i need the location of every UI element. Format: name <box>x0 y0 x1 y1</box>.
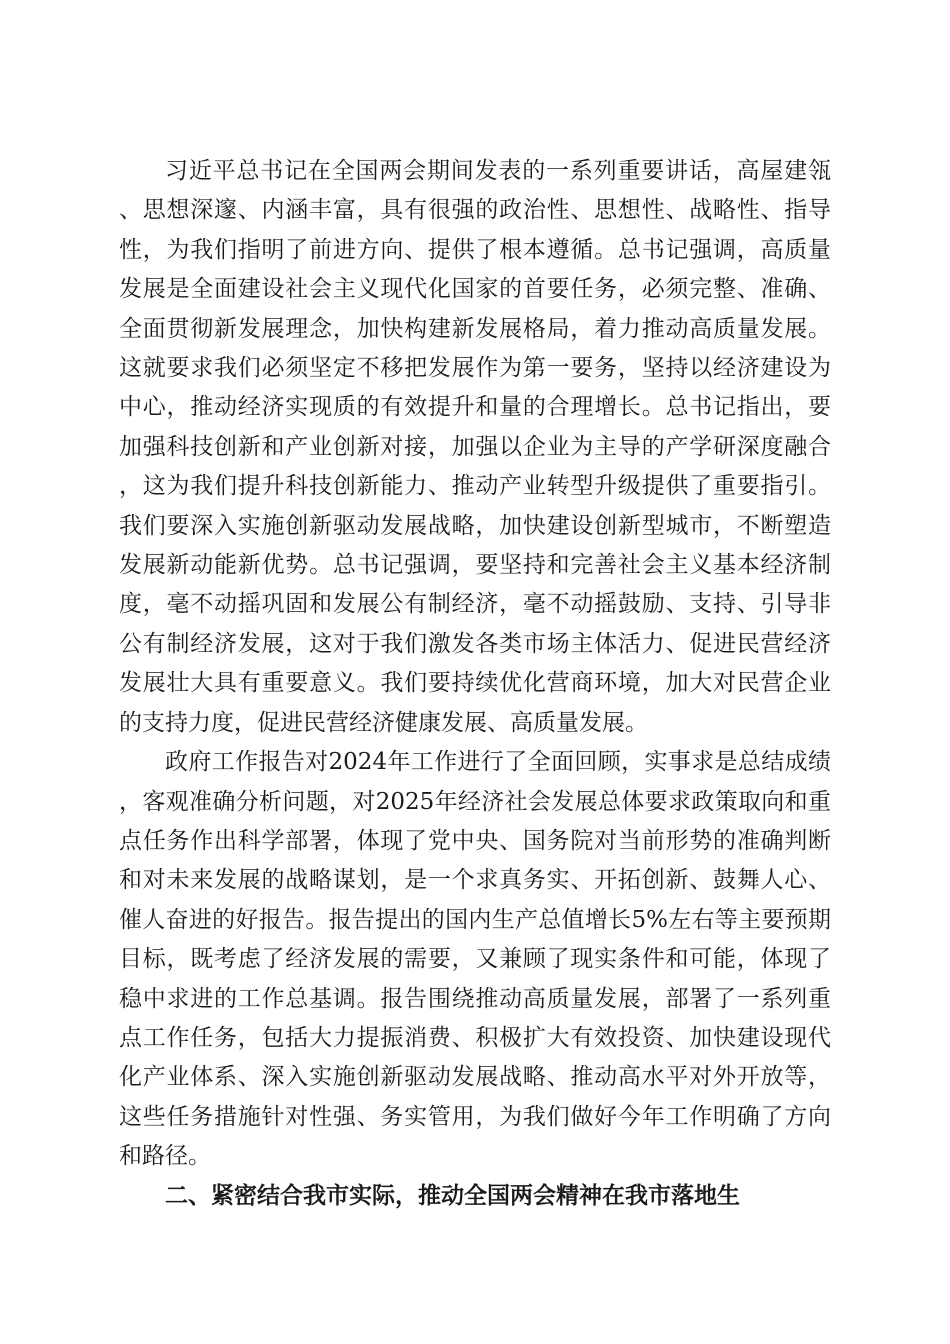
section-heading: 二、紧密结合我市实际，推动全国两会精神在我市落地生 <box>165 1182 740 1209</box>
paragraph-2: 政府工作报告对2024年工作进行了全面回顾，实事求是总结成绩，客观准确分析问题，对2025年经济社会发展总体要求政策取向和重点任务作出科学部署，体现了党中央、国务院对当前形势的准确判断和对未来发展的战略谋划，是一个求真务实、开拓创新、鼓舞人心、催人奋进的好报告。报告提出的国内生产总值增长5%左右等主要预期目标，既考虑了经济发展的需要，又兼顾了现实条件和可能，体现了稳中求进的工作总基调。报告围绕推动高质量发展，部署了一系列重点工作任务，包括大力提振消费、积极扩大有效投资、加快建设现代化产业体系、深入实施创新驱动发展战略、推动高水平对外开放等，这些任务措施针对性强、务实管用，为我们做好今年工作明确了方向和路径。 <box>119 749 831 1170</box>
paragraph-1: 习近平总书记在全国两会期间发表的一系列重要讲话，高屋建瓴、思想深邃、内涵丰富，具有很强的政治性、思想性、战略性、指导性，为我们指明了前进方向、提供了根本遵循。总书记强调，高质量发展是全面建设社会主义现代化国家的首要任务，必须完整、准确、全面贯彻新发展理念，加快构建新发展格局，着力推动高质量发展。这就要求我们必须坚定不移把发展作为第一要务，坚持以经济建设为中心，推动经济实现质的有效提升和量的合理增长。总书记指出，要加强科技创新和产业创新对接，加强以企业为主导的产学研深度融合，这为我们提升科技创新能力、推动产业转型升级提供了重要指引。我们要深入实施创新驱动发展战略，加快建设创新型城市，不断塑造发展新动能新优势。总书记强调，要坚持和完善社会主义基本经济制度，毫不动摇巩固和发展公有制经济，毫不动摇鼓励、支持、引导非公有制经济发展，这对于我们激发各类市场主体活力、促进民营经济发展壮大具有重要意义。我们要持续优化营商环境，加大对民营企业的支持力度，促进民营经济健康发展、高质量发展。 <box>119 158 831 736</box>
document-page <box>119 152 831 1216</box>
